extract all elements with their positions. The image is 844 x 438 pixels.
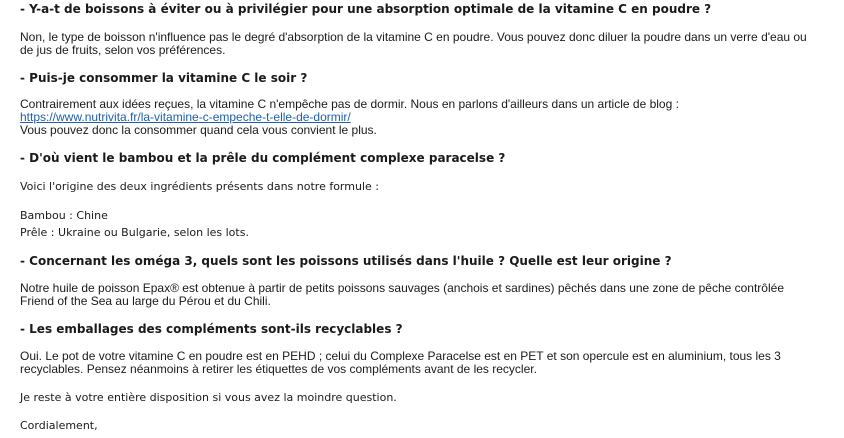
faq-answer-evening-followup: Vous pouvez donc la consommer quand cela vous convient le plus.	[20, 123, 377, 137]
faq-question-omega3: - Concernant les oméga 3, quels sont les poissons utilisés dans l'huile ? Quelle est leur origine ?	[20, 254, 672, 268]
faq-answer-evening	[20, 98, 810, 124]
closing-text: Je reste à votre entière disposition si vous avez la moindre question.	[20, 391, 397, 404]
faq-answer-omega3: Notre huile de poisson Epax® est obtenue à partir de petits poissons sauvages (anchois et sardines) pêchés dans une zone de pêche contrôlée Friend of the Sea au large du Pérou et du Chili.	[20, 281, 784, 308]
faq-question-bambou: - D'où vient le bambou et la prêle du complément complexe paracelse ?	[20, 151, 506, 165]
faq-question-evening: - Puis-je consommer la vitamine C le soir ?	[20, 71, 308, 85]
faq-answer-bambou-intro: Voici l'origine des deux ingrédients présents dans notre formule :	[20, 180, 379, 193]
faq-answer-drinks: Non, le type de boisson n'influence pas le degré d'absorption de la vitamine C en poudre. Vous pouvez donc diluer la poudre dans un verre d'eau ou de jus de fruits, selon vos préférences.	[20, 30, 807, 57]
faq-answer-packaging: Oui. Le pot de votre vitamine C en poudre est en PEHD ; celui du Complexe Paracelse est en PET et son opercule est en aluminium, tous les 3 recyclables. Pensez néanmoins à retirer les étiquettes de vos compléments avant de les recycler.	[20, 349, 781, 376]
faq-question-packaging: - Les emballages des compléments sont-ils recyclables ?	[20, 322, 403, 336]
blog-article-link[interactable]: https://www.nutrivita.fr/la-vitamine-c-empeche-t-elle-de-dormir/	[20, 110, 351, 124]
signoff: Cordialement,	[20, 419, 98, 432]
faq-question-drinks: - Y-a-t de boissons à éviter ou à privilégier pour une absorption optimale de la vitamine C en poudre ?	[20, 2, 712, 16]
origin-prele: Prêle : Ukraine ou Bulgarie, selon les lots.	[20, 226, 249, 239]
faq-answer-evening-text: Contrairement aux idées reçues, la vitamine C n'empêche pas de dormir. Nous en parlons d'ailleurs dans un article de blog :	[20, 97, 679, 111]
origin-bambou: Bambou : Chine	[20, 209, 108, 222]
